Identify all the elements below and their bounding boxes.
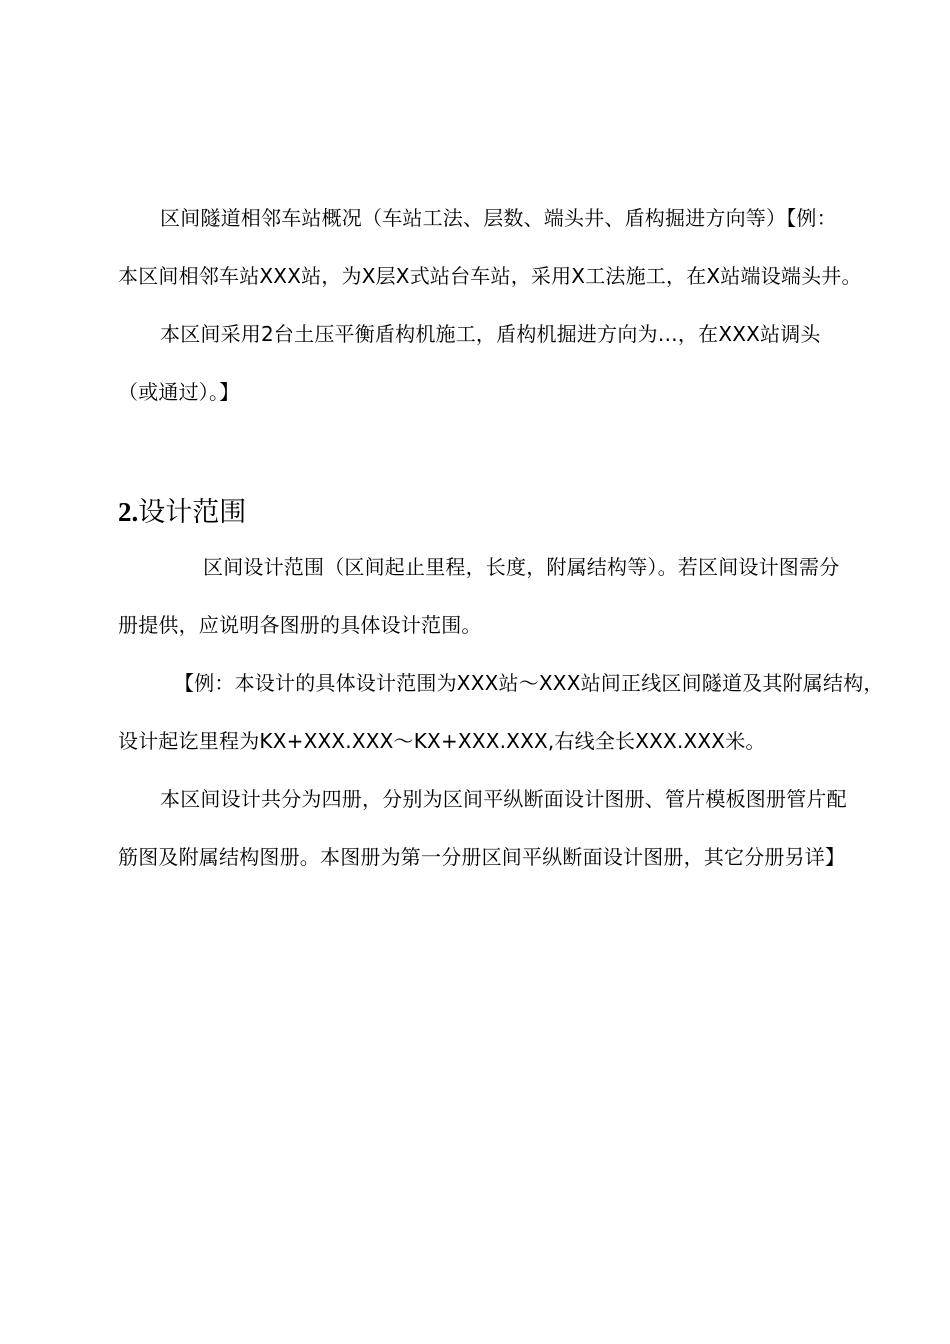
section2-line-3: 【例：本设计的具体设计范围为XXX站〜XXX站间正线区间隧道及其附属结构， [174,671,884,695]
section2-line-5: 本区间设计共分为四册，分别为区间平纵断面设计图册、管片模板图册管片配 [160,787,847,811]
section2-line-2: 册提供，应说明各图册的具体设计范围。 [118,613,482,637]
section2-line-4: 设计起讫里程为KX+XXX.XXX〜KX+XXX.XXX,右线全长XXX.XXX米。 [118,729,766,753]
section2-line-6: 筋图及附属结构图册。本图册为第一分册区间平纵断面设计图册，其它分册另详】 [118,845,846,869]
section1-line-3: 本区间采用2台土压平衡盾构机施工，盾构机掘进方向为…，在XXX站调头 [160,322,821,346]
section1-line-1: 区间隧道相邻车站概况（车站工法、层数、端头井、盾构掘进方向等）【例： [160,206,837,230]
section2-line-1: 区间设计范围（区间起止里程，长度，附属结构等）。若区间设计图需分 [203,555,840,579]
section1-line-4: （或通过）。】 [118,380,240,404]
section1-line-2: 本区间相邻车站XXX站，为X层X式站台车站，采用X工法施工，在X站端设端头井。 [118,264,862,288]
section-heading-text: 设计范围 [138,497,247,528]
section-heading-number: 2. [118,497,139,527]
section-heading [118,495,246,530]
